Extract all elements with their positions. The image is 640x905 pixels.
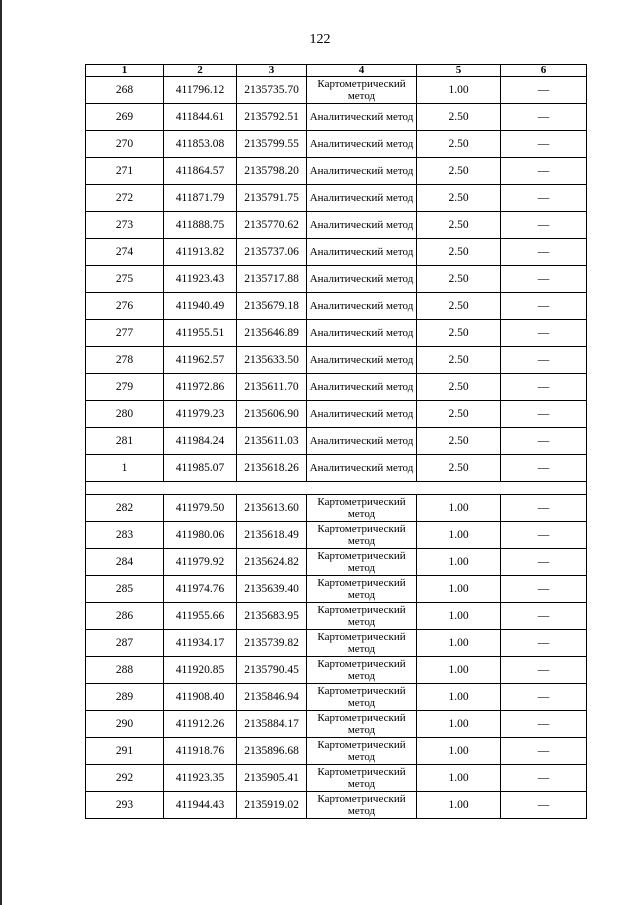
point-number-cell: 286 [86, 603, 164, 630]
method-cell: Аналитический метод [307, 320, 417, 347]
x-coordinate-cell: 411908.40 [164, 684, 237, 711]
point-number-cell: 291 [86, 738, 164, 765]
y-coordinate-cell: 2135884.17 [237, 711, 307, 738]
y-coordinate-cell: 2135618.26 [237, 455, 307, 482]
table-row [86, 158, 587, 185]
note-cell: — [501, 77, 587, 104]
point-number-cell: 277 [86, 320, 164, 347]
y-coordinate-cell: 2135633.50 [237, 347, 307, 374]
x-coordinate-cell: 411940.49 [164, 293, 237, 320]
method-cell: Картометрический метод [307, 711, 417, 738]
table-row [86, 266, 587, 293]
accuracy-cell: 2.50 [417, 401, 501, 428]
table-row [86, 765, 587, 792]
point-number-cell: 288 [86, 657, 164, 684]
table-row [86, 104, 587, 131]
x-coordinate-cell: 411974.76 [164, 576, 237, 603]
note-cell: — [501, 522, 587, 549]
point-number-cell: 272 [86, 185, 164, 212]
note-cell: — [501, 549, 587, 576]
page-number: 122 [309, 32, 331, 47]
y-coordinate-cell: 2135799.55 [237, 131, 307, 158]
table-row [86, 293, 587, 320]
table-row [86, 792, 587, 819]
accuracy-cell: 1.00 [417, 684, 501, 711]
method-cell: Картометрический метод [307, 576, 417, 603]
note-cell: — [501, 455, 587, 482]
x-coordinate-cell: 411955.66 [164, 603, 237, 630]
point-number-cell: 275 [86, 266, 164, 293]
point-number-cell: 289 [86, 684, 164, 711]
accuracy-cell: 2.50 [417, 239, 501, 266]
accuracy-cell: 1.00 [417, 522, 501, 549]
scan-edge [0, 0, 2, 905]
point-number-cell: 282 [86, 495, 164, 522]
y-coordinate-cell: 2135624.82 [237, 549, 307, 576]
accuracy-cell: 2.50 [417, 158, 501, 185]
accuracy-cell: 1.00 [417, 549, 501, 576]
note-cell: — [501, 212, 587, 239]
point-number-cell: 283 [86, 522, 164, 549]
header-row [86, 65, 587, 77]
point-number-cell: 269 [86, 104, 164, 131]
y-coordinate-cell: 2135611.70 [237, 374, 307, 401]
point-number-cell: 273 [86, 212, 164, 239]
table-row [86, 428, 587, 455]
accuracy-cell: 2.50 [417, 374, 501, 401]
note-cell: — [501, 711, 587, 738]
header-cell: 1 [86, 65, 164, 77]
method-cell: Аналитический метод [307, 401, 417, 428]
method-cell: Аналитический метод [307, 212, 417, 239]
method-cell: Картометрический метод [307, 603, 417, 630]
method-cell: Картометрический метод [307, 792, 417, 819]
x-coordinate-cell: 411979.23 [164, 401, 237, 428]
table-row [86, 630, 587, 657]
note-cell: — [501, 576, 587, 603]
table-row [86, 239, 587, 266]
note-cell: — [501, 374, 587, 401]
x-coordinate-cell: 411918.76 [164, 738, 237, 765]
note-cell: — [501, 765, 587, 792]
accuracy-cell: 1.00 [417, 711, 501, 738]
table-row [86, 185, 587, 212]
note-cell: — [501, 347, 587, 374]
method-cell: Аналитический метод [307, 347, 417, 374]
accuracy-cell: 2.50 [417, 131, 501, 158]
accuracy-cell: 1.00 [417, 765, 501, 792]
note-cell: — [501, 320, 587, 347]
x-coordinate-cell: 411871.79 [164, 185, 237, 212]
x-coordinate-cell: 411980.06 [164, 522, 237, 549]
accuracy-cell: 2.50 [417, 212, 501, 239]
x-coordinate-cell: 411955.51 [164, 320, 237, 347]
header-cell: 3 [237, 65, 307, 77]
point-number-cell: 284 [86, 549, 164, 576]
point-number-cell: 268 [86, 77, 164, 104]
accuracy-cell: 2.50 [417, 104, 501, 131]
x-coordinate-cell: 411923.43 [164, 266, 237, 293]
accuracy-cell: 1.00 [417, 792, 501, 819]
note-cell: — [501, 428, 587, 455]
table-row [86, 347, 587, 374]
y-coordinate-cell: 2135717.88 [237, 266, 307, 293]
x-coordinate-cell: 411796.12 [164, 77, 237, 104]
table-row [86, 77, 587, 104]
method-cell: Картометрический метод [307, 684, 417, 711]
accuracy-cell: 1.00 [417, 738, 501, 765]
table-row [86, 603, 587, 630]
note-cell: — [501, 239, 587, 266]
accuracy-cell: 1.00 [417, 603, 501, 630]
x-coordinate-cell: 411944.43 [164, 792, 237, 819]
x-coordinate-cell: 411985.07 [164, 455, 237, 482]
note-cell: — [501, 684, 587, 711]
note-cell: — [501, 158, 587, 185]
method-cell: Картометрический метод [307, 522, 417, 549]
accuracy-cell: 1.00 [417, 576, 501, 603]
y-coordinate-cell: 2135611.03 [237, 428, 307, 455]
point-number-cell: 271 [86, 158, 164, 185]
method-cell: Аналитический метод [307, 374, 417, 401]
y-coordinate-cell: 2135683.95 [237, 603, 307, 630]
note-cell: — [501, 495, 587, 522]
note-cell: — [501, 657, 587, 684]
y-coordinate-cell: 2135792.51 [237, 104, 307, 131]
header-cell: 4 [307, 65, 417, 77]
table-body [86, 77, 587, 819]
x-coordinate-cell: 411984.24 [164, 428, 237, 455]
note-cell: — [501, 603, 587, 630]
x-coordinate-cell: 411934.17 [164, 630, 237, 657]
x-coordinate-cell: 411864.57 [164, 158, 237, 185]
method-cell: Картометрический метод [307, 630, 417, 657]
point-number-cell: 270 [86, 131, 164, 158]
x-coordinate-cell: 411920.85 [164, 657, 237, 684]
method-cell: Картометрический метод [307, 77, 417, 104]
accuracy-cell: 2.50 [417, 455, 501, 482]
accuracy-cell: 1.00 [417, 630, 501, 657]
note-cell: — [501, 131, 587, 158]
accuracy-cell: 2.50 [417, 293, 501, 320]
note-cell: — [501, 792, 587, 819]
method-cell: Аналитический метод [307, 455, 417, 482]
note-cell: — [501, 630, 587, 657]
method-cell: Аналитический метод [307, 185, 417, 212]
table-row [86, 455, 587, 482]
x-coordinate-cell: 411979.92 [164, 549, 237, 576]
y-coordinate-cell: 2135846.94 [237, 684, 307, 711]
table-row [86, 576, 587, 603]
table-row [86, 549, 587, 576]
header-cell: 2 [164, 65, 237, 77]
method-cell: Картометрический метод [307, 657, 417, 684]
point-number-cell: 293 [86, 792, 164, 819]
point-number-cell: 280 [86, 401, 164, 428]
group-separator-row [86, 482, 587, 495]
method-cell: Картометрический метод [307, 549, 417, 576]
table-row [86, 320, 587, 347]
method-cell: Аналитический метод [307, 131, 417, 158]
y-coordinate-cell: 2135613.60 [237, 495, 307, 522]
coordinates-table [85, 64, 587, 819]
table-row [86, 131, 587, 158]
x-coordinate-cell: 411962.57 [164, 347, 237, 374]
note-cell: — [501, 185, 587, 212]
note-cell: — [501, 293, 587, 320]
point-number-cell: 285 [86, 576, 164, 603]
y-coordinate-cell: 2135791.75 [237, 185, 307, 212]
point-number-cell: 278 [86, 347, 164, 374]
accuracy-cell: 2.50 [417, 185, 501, 212]
y-coordinate-cell: 2135618.49 [237, 522, 307, 549]
x-coordinate-cell: 411979.50 [164, 495, 237, 522]
note-cell: — [501, 401, 587, 428]
y-coordinate-cell: 2135739.82 [237, 630, 307, 657]
point-number-cell: 279 [86, 374, 164, 401]
y-coordinate-cell: 2135679.18 [237, 293, 307, 320]
point-number-cell: 292 [86, 765, 164, 792]
method-cell: Аналитический метод [307, 158, 417, 185]
method-cell: Картометрический метод [307, 495, 417, 522]
accuracy-cell: 2.50 [417, 347, 501, 374]
accuracy-cell: 2.50 [417, 428, 501, 455]
x-coordinate-cell: 411912.26 [164, 711, 237, 738]
x-coordinate-cell: 411888.75 [164, 212, 237, 239]
accuracy-cell: 2.50 [417, 266, 501, 293]
method-cell: Аналитический метод [307, 104, 417, 131]
table-row [86, 684, 587, 711]
method-cell: Аналитический метод [307, 266, 417, 293]
point-number-cell: 290 [86, 711, 164, 738]
point-number-cell: 287 [86, 630, 164, 657]
method-cell: Аналитический метод [307, 239, 417, 266]
y-coordinate-cell: 2135606.90 [237, 401, 307, 428]
table-row [86, 374, 587, 401]
y-coordinate-cell: 2135737.06 [237, 239, 307, 266]
table-row [86, 657, 587, 684]
y-coordinate-cell: 2135798.20 [237, 158, 307, 185]
y-coordinate-cell: 2135770.62 [237, 212, 307, 239]
y-coordinate-cell: 2135735.70 [237, 77, 307, 104]
table-row [86, 738, 587, 765]
method-cell: Аналитический метод [307, 428, 417, 455]
x-coordinate-cell: 411972.86 [164, 374, 237, 401]
group-separator-cell [86, 482, 587, 495]
note-cell: — [501, 738, 587, 765]
y-coordinate-cell: 2135919.02 [237, 792, 307, 819]
accuracy-cell: 1.00 [417, 495, 501, 522]
table-row [86, 711, 587, 738]
note-cell: — [501, 104, 587, 131]
x-coordinate-cell: 411844.61 [164, 104, 237, 131]
accuracy-cell: 2.50 [417, 320, 501, 347]
table-row [86, 522, 587, 549]
header-cell: 5 [417, 65, 501, 77]
header-cell: 6 [501, 65, 587, 77]
x-coordinate-cell: 411913.82 [164, 239, 237, 266]
note-cell: — [501, 266, 587, 293]
point-number-cell: 274 [86, 239, 164, 266]
table-row [86, 212, 587, 239]
x-coordinate-cell: 411923.35 [164, 765, 237, 792]
y-coordinate-cell: 2135896.68 [237, 738, 307, 765]
point-number-cell: 276 [86, 293, 164, 320]
method-cell: Картометрический метод [307, 738, 417, 765]
accuracy-cell: 1.00 [417, 77, 501, 104]
point-number-cell: 281 [86, 428, 164, 455]
y-coordinate-cell: 2135646.89 [237, 320, 307, 347]
y-coordinate-cell: 2135639.40 [237, 576, 307, 603]
x-coordinate-cell: 411853.08 [164, 131, 237, 158]
method-cell: Аналитический метод [307, 293, 417, 320]
table-row [86, 495, 587, 522]
y-coordinate-cell: 2135905.41 [237, 765, 307, 792]
accuracy-cell: 1.00 [417, 657, 501, 684]
y-coordinate-cell: 2135790.45 [237, 657, 307, 684]
point-number-cell: 1 [86, 455, 164, 482]
method-cell: Картометрический метод [307, 765, 417, 792]
table-row [86, 401, 587, 428]
